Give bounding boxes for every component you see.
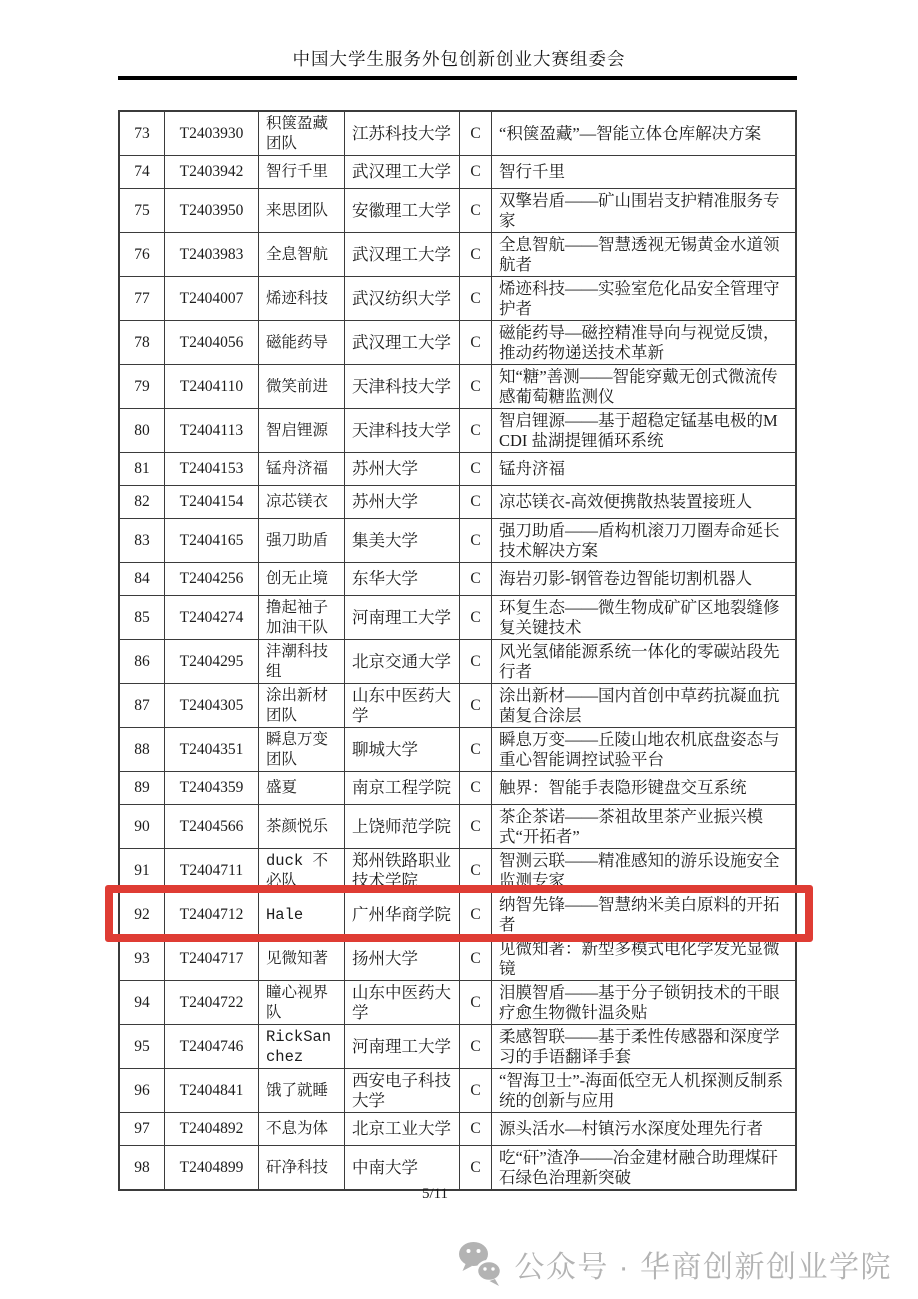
cell-school: 江苏科技大学: [345, 112, 460, 155]
cell-team-id: T2404359: [165, 772, 259, 804]
cell-school: 安徽理工大学: [345, 189, 460, 232]
cell-project-name: 涂出新材——国内首创中草药抗凝血抗菌复合涂层: [499, 685, 780, 725]
cell-school: 山东中医药大学: [345, 981, 460, 1024]
cell-school: 西安电子科技大学: [345, 1069, 460, 1112]
watermark: [458, 1240, 892, 1288]
cell-team-name: 饿了就睡: [259, 1069, 345, 1112]
cell-grade: C: [460, 1025, 492, 1068]
cell-team-id: T2404722: [165, 981, 259, 1024]
cell-project-name: 见微知著：新型多模式电化学发光显微镜: [499, 938, 780, 978]
cell-school: 东华大学: [345, 563, 460, 595]
cell-row-number: 77: [120, 277, 165, 320]
watermark-text: 公众号 · 华商创新创业学院: [514, 1251, 892, 1284]
cell-row-number: 79: [120, 365, 165, 408]
cell-grade: C: [460, 112, 492, 155]
cell-project-name: “智海卫士”-海面低空无人机探测反制系统的创新与应用: [499, 1070, 784, 1110]
cell-grade: C: [460, 1069, 492, 1112]
cell-team-id: T2404899: [165, 1146, 259, 1189]
cell-team-id: T2404746: [165, 1025, 259, 1068]
page-number: 5/11: [421, 1186, 449, 1202]
cell-team-name: 涂出新材团队: [259, 684, 345, 727]
table-row: [120, 1113, 795, 1146]
cell-project-name: 瞬息万变——丘陵山地农机底盘姿态与重心智能调控试验平台: [499, 729, 780, 769]
table-row: [120, 596, 795, 640]
cell-project-name: 磁能药导—磁控精准导向与视觉反馈，推动药物递送技术革新: [499, 322, 780, 362]
cell-project-name: 柔感智联——基于柔性传感器和深度学习的手语翻译手套: [499, 1026, 780, 1066]
cell-school: 武汉理工大学: [345, 156, 460, 188]
cell-grade: C: [460, 849, 492, 892]
cell-row-number: 74: [120, 156, 165, 188]
cell-team-name: 智启锂源: [259, 409, 345, 452]
table-row: [120, 937, 795, 981]
table-row: [120, 233, 795, 277]
cell-team-id: T2404712: [165, 893, 259, 936]
cell-grade: C: [460, 1146, 492, 1189]
cell-school: 河南理工大学: [345, 1025, 460, 1068]
cell-project-name: 海岩刃影-钢管卷边智能切割机器人: [499, 569, 752, 588]
table-row: [120, 684, 795, 728]
cell-row-number: 75: [120, 189, 165, 232]
cell-project-name: 智启锂源——基于超稳定锰基电极的MCDI 盐湖提锂循环系统: [499, 410, 778, 450]
table-row: [120, 981, 795, 1025]
cell-row-number: 89: [120, 772, 165, 804]
cell-team-name: 沣潮科技组: [259, 640, 345, 683]
cell-team-name: 见微知著: [259, 937, 345, 980]
cell-team-name: 微笑前进: [259, 365, 345, 408]
wechat-icon: [458, 1240, 502, 1288]
cell-school: 武汉理工大学: [345, 321, 460, 364]
cell-team-id: T2404154: [165, 486, 259, 518]
cell-team-name: 烯迹科技: [259, 277, 345, 320]
cell-grade: C: [460, 596, 492, 639]
cell-team-id: T2404056: [165, 321, 259, 364]
cell-school: 天津科技大学: [345, 409, 460, 452]
cell-team-id: T2404153: [165, 453, 259, 485]
cell-school: 广州华商学院: [345, 893, 460, 936]
cell-team-name: 茶颜悦乐: [259, 805, 345, 848]
cell-grade: C: [460, 805, 492, 848]
cell-school: 河南理工大学: [345, 596, 460, 639]
cell-team-id: T2404007: [165, 277, 259, 320]
cell-school: 上饶师范学院: [345, 805, 460, 848]
cell-team-name: 瞳心视界队: [259, 981, 345, 1024]
results-table: [118, 110, 797, 1191]
cell-team-id: T2404305: [165, 684, 259, 727]
cell-team-name: 来思团队: [259, 189, 345, 232]
table-row: [120, 321, 795, 365]
cell-project-name: 吃“矸”渣净——冶金建材融合助理煤矸石绿色治理新突破: [499, 1147, 778, 1187]
cell-row-number: 95: [120, 1025, 165, 1068]
cell-project-name: 知“糖”善测——智能穿戴无创式微流传感葡萄糖监测仪: [499, 366, 778, 406]
cell-project-name: 泪膜智盾——基于分子锁钥技术的干眼疗愈生物微针温灸贴: [499, 982, 780, 1022]
cell-row-number: 81: [120, 453, 165, 485]
cell-team-name: 凉芯镁衣: [259, 486, 345, 518]
cell-grade: C: [460, 453, 492, 485]
cell-team-id: T2404295: [165, 640, 259, 683]
cell-school: 北京交通大学: [345, 640, 460, 683]
cell-team-id: T2403950: [165, 189, 259, 232]
cell-row-number: 98: [120, 1146, 165, 1189]
cell-row-number: 86: [120, 640, 165, 683]
table-row: [120, 640, 795, 684]
cell-row-number: 96: [120, 1069, 165, 1112]
cell-grade: C: [460, 156, 492, 188]
cell-school: 南京工程学院: [345, 772, 460, 804]
cell-row-number: 83: [120, 519, 165, 562]
cell-project-name: “积箧盈藏”—智能立体仓库解决方案: [499, 123, 762, 143]
cell-team-id: T2404351: [165, 728, 259, 771]
cell-team-id: T2404256: [165, 563, 259, 595]
table-row: [120, 189, 795, 233]
table-row: [120, 112, 795, 156]
cell-team-name: 锰舟济福: [259, 453, 345, 485]
cell-row-number: 84: [120, 563, 165, 595]
cell-team-name: 矸净科技: [259, 1146, 345, 1189]
cell-row-number: 97: [120, 1113, 165, 1145]
table-row: [120, 772, 795, 805]
table-row: [120, 156, 795, 189]
cell-project-name: 智行千里: [499, 162, 565, 181]
table-row: [120, 805, 795, 849]
cell-grade: C: [460, 519, 492, 562]
cell-team-id: T2404566: [165, 805, 259, 848]
cell-grade: C: [460, 189, 492, 232]
cell-team-id: T2403983: [165, 233, 259, 276]
cell-team-id: T2404841: [165, 1069, 259, 1112]
cell-row-number: 78: [120, 321, 165, 364]
table-row: [120, 277, 795, 321]
cell-row-number: 82: [120, 486, 165, 518]
cell-team-id: T2403930: [165, 112, 259, 155]
table-row: [120, 1069, 795, 1113]
cell-school: 山东中医药大学: [345, 684, 460, 727]
table-row: [120, 519, 795, 563]
page-header-title: 中国大学生服务外包创新创业大赛组委会: [292, 49, 626, 69]
cell-project-name: 风光氢储能源系统一体化的零碳站段先行者: [499, 641, 780, 681]
table-row: [120, 453, 795, 486]
cell-team-id: T2404113: [165, 409, 259, 452]
cell-row-number: 94: [120, 981, 165, 1024]
cell-team-id: T2404274: [165, 596, 259, 639]
cell-grade: C: [460, 486, 492, 518]
cell-project-name: 凉芯镁衣-高效便携散热装置接班人: [499, 492, 752, 511]
cell-school: 天津科技大学: [345, 365, 460, 408]
cell-project-name: 智测云联——精准感知的游乐设施安全监测专家: [499, 850, 780, 890]
cell-team-name: 创无止境: [259, 563, 345, 595]
cell-grade: C: [460, 277, 492, 320]
cell-grade: C: [460, 365, 492, 408]
cell-school: 苏州大学: [345, 453, 460, 485]
cell-row-number: 87: [120, 684, 165, 727]
cell-team-id: T2404110: [165, 365, 259, 408]
cell-school: 苏州大学: [345, 486, 460, 518]
cell-project-name: 触界：智能手表隐形键盘交互系统: [499, 778, 747, 797]
table-row: [120, 728, 795, 772]
cell-school: 武汉纺织大学: [345, 277, 460, 320]
cell-project-name: 源头活水—村镇污水深度处理先行者: [499, 1119, 763, 1138]
cell-grade: C: [460, 772, 492, 804]
cell-grade: C: [460, 321, 492, 364]
table-row: [120, 563, 795, 596]
cell-team-name: 智行千里: [259, 156, 345, 188]
cell-team-name: RickSanchez: [259, 1025, 345, 1068]
cell-grade: C: [460, 684, 492, 727]
cell-grade: C: [460, 893, 492, 936]
cell-team-name: 盛夏: [259, 772, 345, 804]
cell-row-number: 76: [120, 233, 165, 276]
cell-row-number: 93: [120, 937, 165, 980]
table-row: [120, 365, 795, 409]
table-row: [120, 849, 795, 893]
cell-grade: C: [460, 1113, 492, 1145]
cell-row-number: 73: [120, 112, 165, 155]
cell-grade: C: [460, 233, 492, 276]
cell-team-name: 全息智航: [259, 233, 345, 276]
cell-grade: C: [460, 728, 492, 771]
cell-project-name: 纳智先锋——智慧纳米美白原料的开拓者: [499, 894, 780, 934]
cell-team-name: 不息为体: [259, 1113, 345, 1145]
cell-team-id: T2404165: [165, 519, 259, 562]
cell-row-number: 91: [120, 849, 165, 892]
cell-row-number: 90: [120, 805, 165, 848]
cell-project-name: 强刀助盾——盾构机滚刀刀圈寿命延长技术解决方案: [499, 520, 780, 560]
header-rule: [118, 76, 797, 80]
cell-team-id: T2404711: [165, 849, 259, 892]
cell-grade: C: [460, 563, 492, 595]
cell-project-name: 环复生态——微生物成矿矿区地裂缝修复关键技术: [499, 597, 780, 637]
cell-team-name: 撸起袖子加油干队: [259, 596, 345, 639]
table-row: [120, 409, 795, 453]
cell-team-name: 瞬息万变团队: [259, 728, 345, 771]
cell-project-name: 茶企茶诺——茶祖故里茶产业振兴模式“开拓者”: [499, 806, 763, 846]
table-row: [120, 1146, 795, 1189]
cell-project-name: 锰舟济福: [499, 459, 565, 478]
cell-school: 聊城大学: [345, 728, 460, 771]
cell-row-number: 88: [120, 728, 165, 771]
cell-team-name: duck 不必队: [259, 849, 345, 892]
cell-team-id: T2404717: [165, 937, 259, 980]
cell-row-number: 85: [120, 596, 165, 639]
cell-team-id: T2403942: [165, 156, 259, 188]
table-row: [120, 1025, 795, 1069]
cell-project-name: 双擎岩盾——矿山围岩支护精准服务专家: [499, 190, 780, 230]
cell-school: 郑州铁路职业技术学院: [345, 849, 460, 892]
table-row: [120, 486, 795, 519]
cell-row-number: 92: [120, 893, 165, 936]
cell-grade: C: [460, 937, 492, 980]
cell-school: 中南大学: [345, 1146, 460, 1189]
table-row: [120, 893, 795, 937]
cell-grade: C: [460, 409, 492, 452]
cell-team-name: Hale: [259, 893, 345, 936]
cell-school: 集美大学: [345, 519, 460, 562]
cell-project-name: 烯迹科技——实验室危化品安全管理守护者: [499, 278, 780, 318]
cell-row-number: 80: [120, 409, 165, 452]
cell-team-name: 积箧盈藏团队: [259, 112, 345, 155]
cell-school: 北京工业大学: [345, 1113, 460, 1145]
cell-grade: C: [460, 981, 492, 1024]
cell-team-name: 磁能药导: [259, 321, 345, 364]
cell-team-id: T2404892: [165, 1113, 259, 1145]
cell-grade: C: [460, 640, 492, 683]
cell-school: 扬州大学: [345, 937, 460, 980]
cell-project-name: 全息智航——智慧透视无锡黄金水道领航者: [499, 234, 780, 274]
cell-team-name: 强刀助盾: [259, 519, 345, 562]
cell-school: 武汉理工大学: [345, 233, 460, 276]
